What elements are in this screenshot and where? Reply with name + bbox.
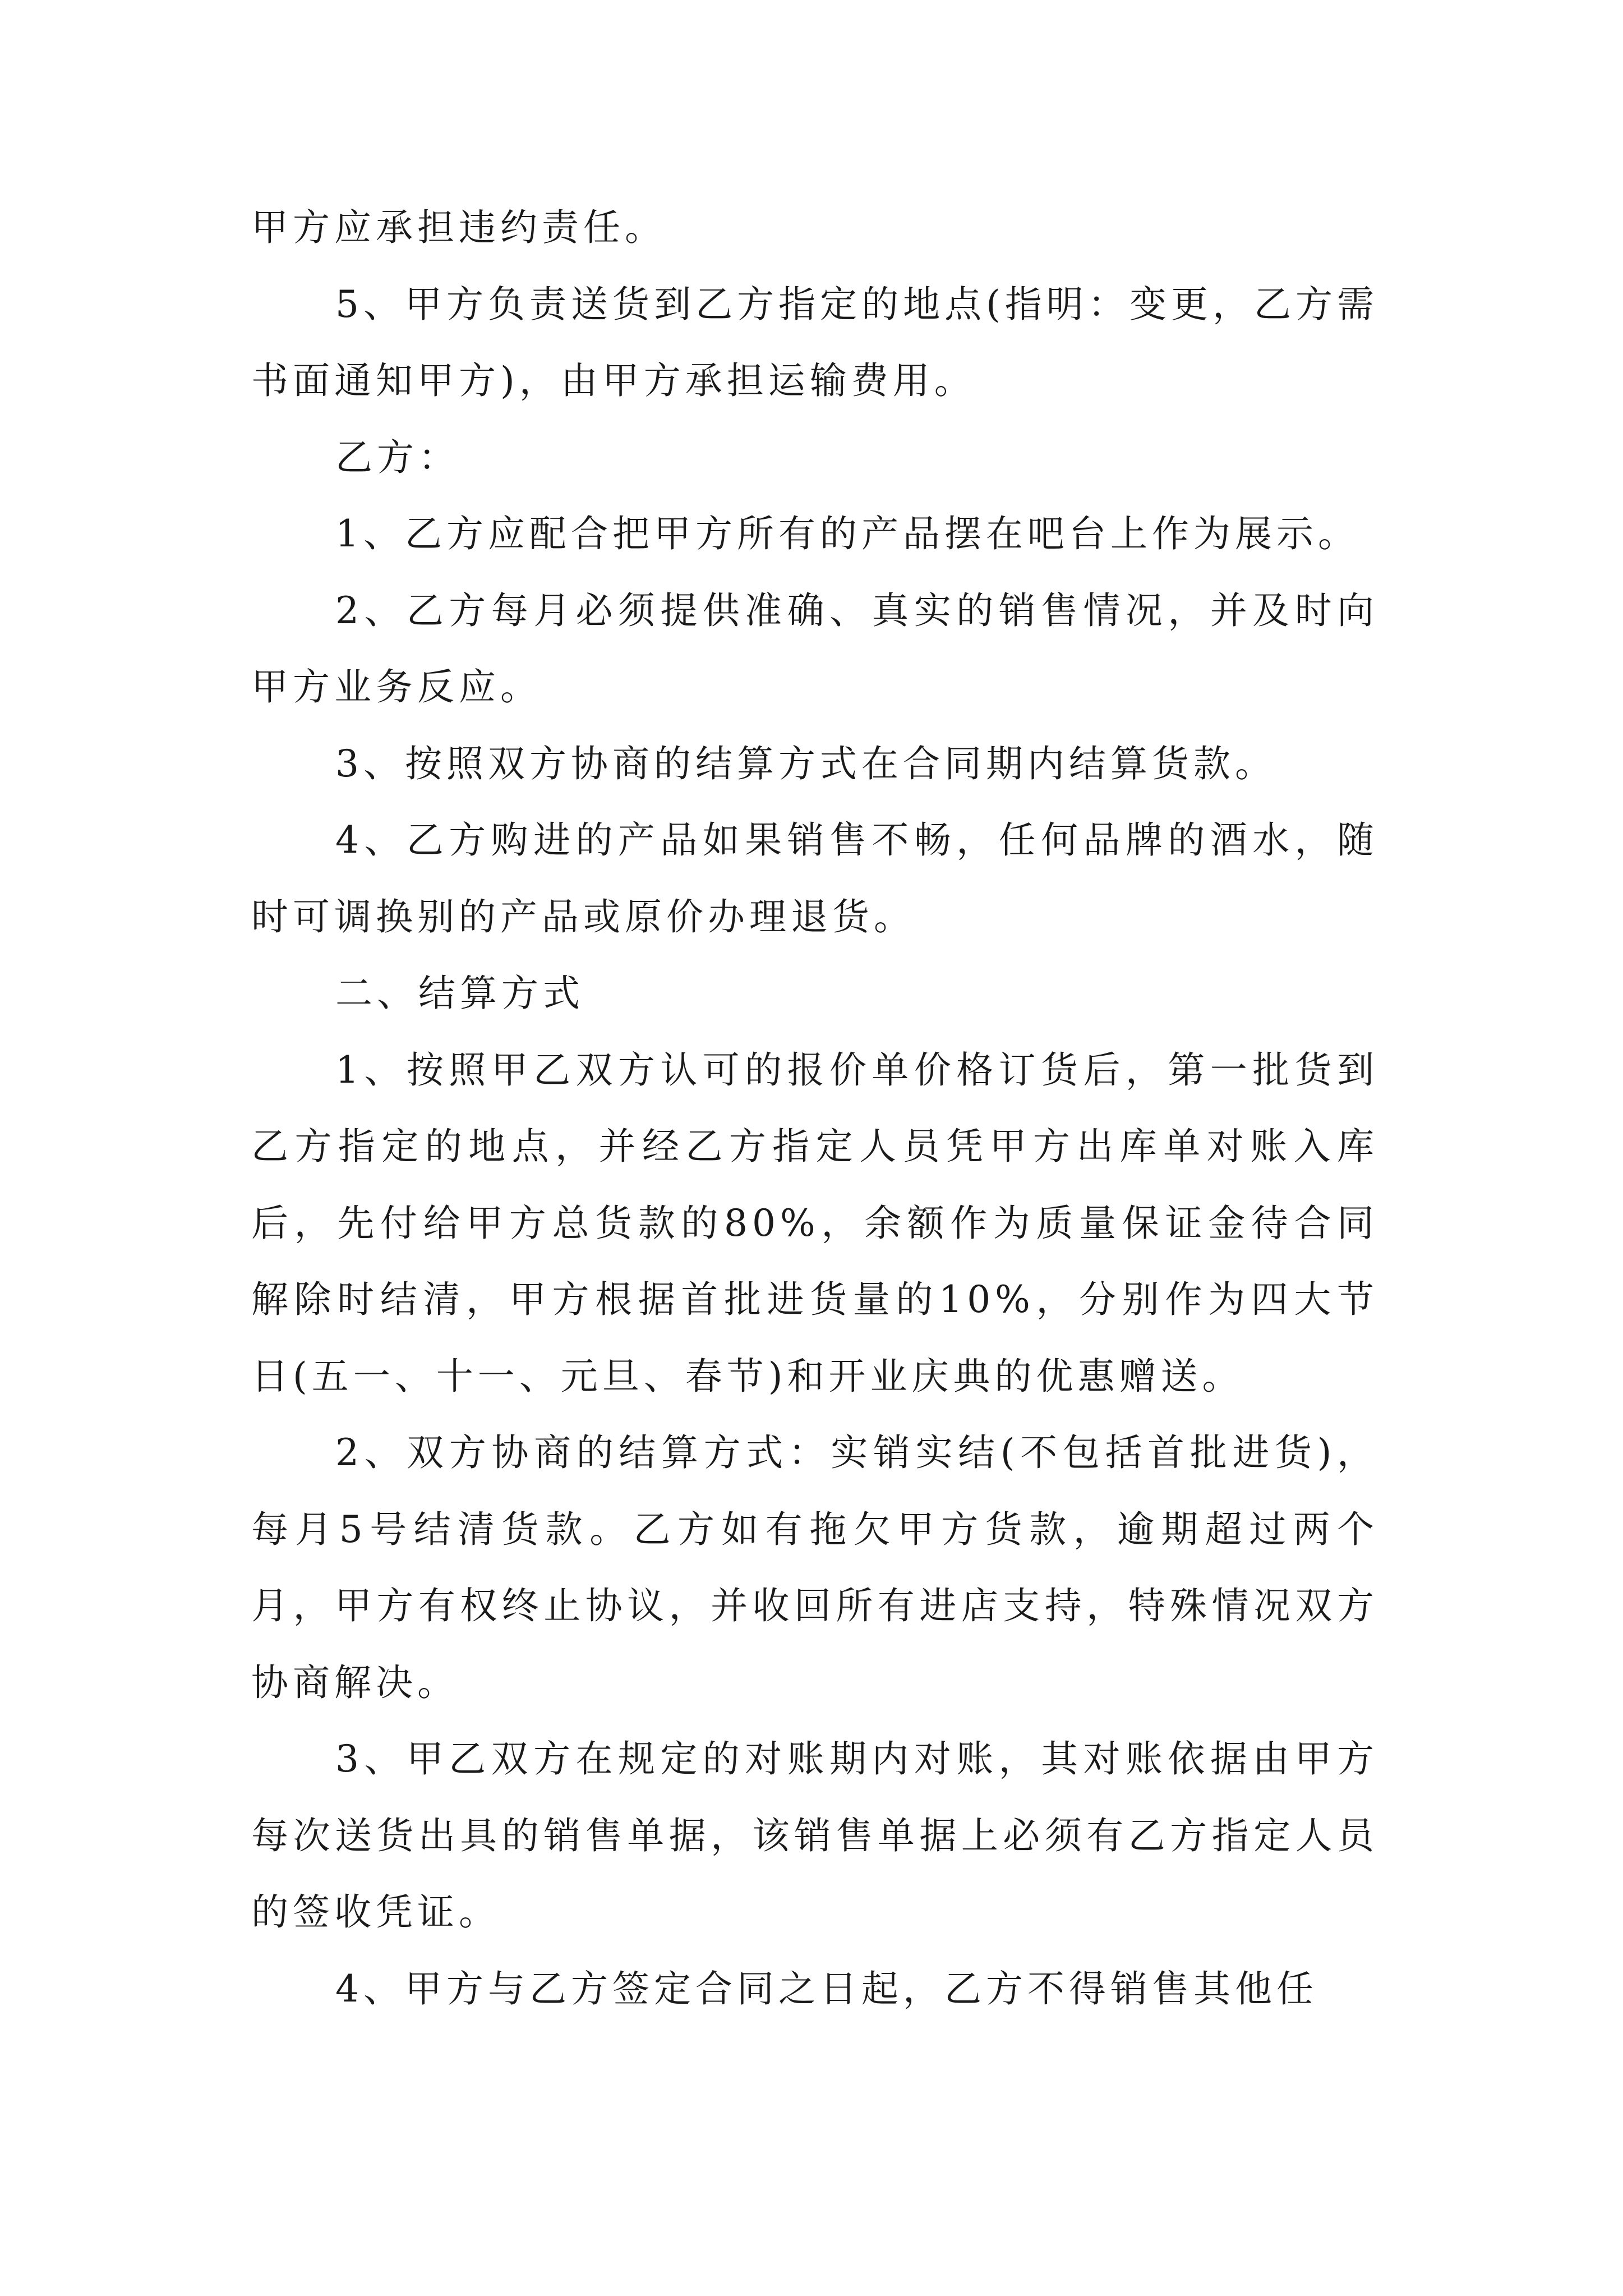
paragraph-3: 乙方： [335, 435, 460, 479]
paragraph-5: 2、乙方每月必须提供准确、真实的销售情况，并及时向甲方业务反应。 [251, 588, 1378, 708]
paragraph-11: 3、甲乙双方在规定的对账期内对账，其对账依据由甲方每次送货出具的销售单据，该销售单据上必须有乙方指定人员的签收凭证。 [251, 1737, 1378, 1934]
paragraph-1: 甲方应承担违约责任。 [251, 206, 666, 249]
paragraph-12: 4、甲方与乙方签定合同之日起，乙方不得销售其他任 [335, 1967, 1318, 2010]
document-body [251, 190, 1378, 2027]
paragraph-9: 1、按照甲乙双方认可的报价单价格订货后，第一批货到乙方指定的地点，并经乙方指定人员凭甲方出库单对账入库后，先付给甲方总货款的80%，余额作为质量保证金待合同解除时结清，甲方根据首批进货量的10%，分别作为四大节日(五一、十一、元旦、春节)和开业庆典的优惠赠送。 [251, 1048, 1378, 1398]
paragraph-6: 3、按照双方协商的结算方式在合同期内结算货款。 [335, 742, 1276, 785]
paragraph-2: 5、甲方负责送货到乙方指定的地点(指明：变更，乙方需书面通知甲方)，由甲方承担运输费用。 [251, 282, 1378, 402]
paragraph-7: 4、乙方购进的产品如果销售不畅，任何品牌的酒水，随时可调换别的产品或原价办理退货。 [251, 818, 1378, 938]
paragraph-10: 2、双方协商的结算方式：实销实结(不包括首批进货)，每月5号结清货款。乙方如有拖欠甲方货款，逾期超过两个月，甲方有权终止协议，并收回所有进店支持，特殊情况双方协商解决。 [251, 1431, 1378, 1704]
section-heading: 二、结算方式 [335, 972, 584, 1015]
paragraph-4: 1、乙方应配合把甲方所有的产品摆在吧台上作为展示。 [335, 512, 1359, 555]
